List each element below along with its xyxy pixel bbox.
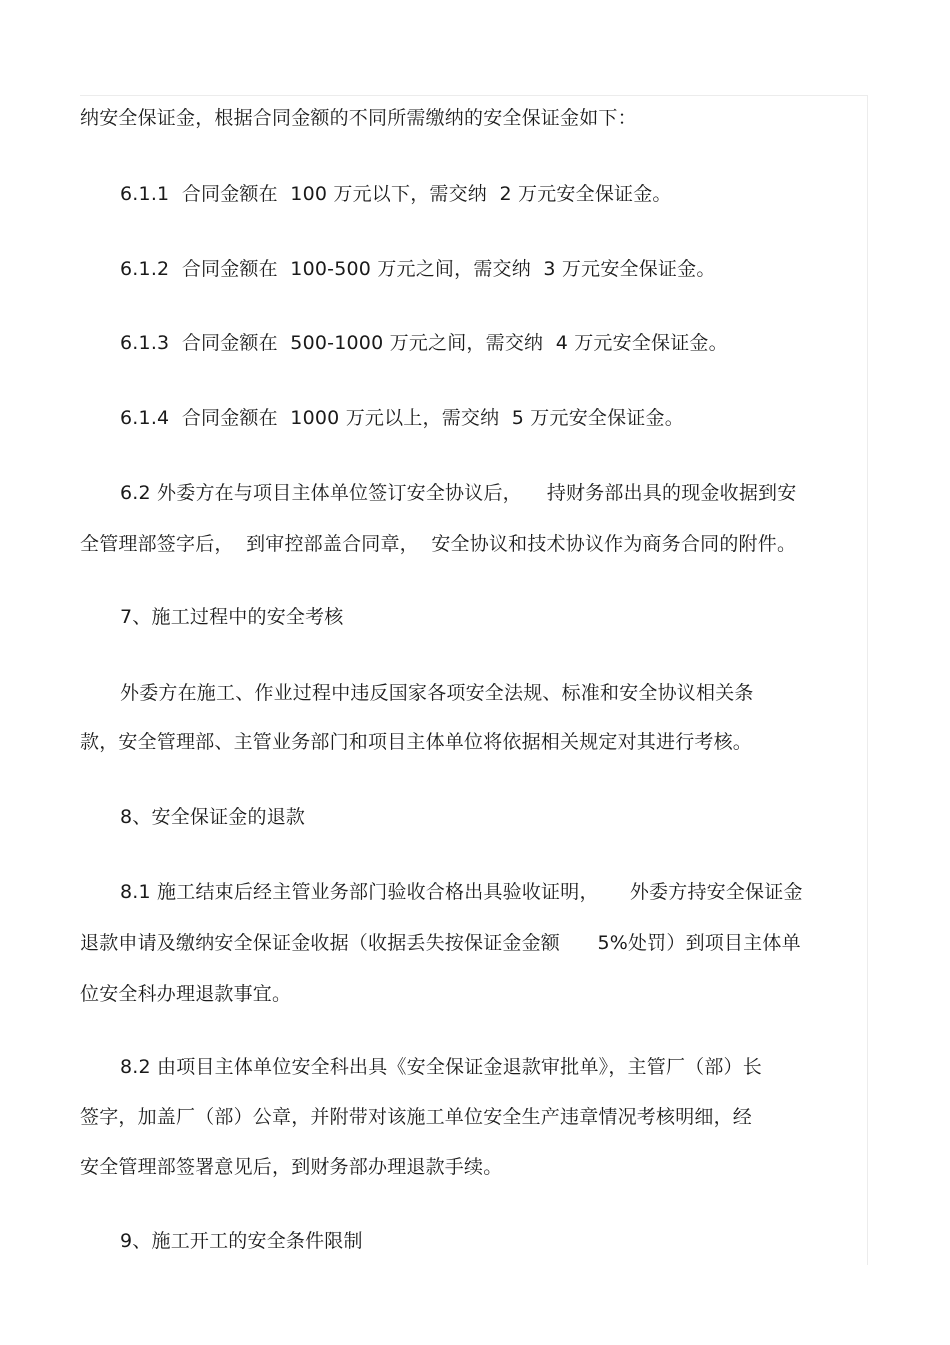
clause-8-2-line-2: 签字，加盖厂（部）公章，并附带对该施工单位安全生产违章情况考核明细，经: [80, 1106, 753, 1128]
clause-8-1-line-1: 8.1 施工结束后经主管业务部门验收合格出具验收证明， 外委方持安全保证金: [120, 881, 803, 903]
text-line: 纳安全保证金，根据合同金额的不同所需缴纳的安全保证金如下：: [80, 107, 637, 129]
clause-6-1-1: 6.1.1 合同金额在 100 万元以下，需交纳 2 万元安全保证金。: [120, 183, 672, 205]
clause-8-1-line-3: 位安全科办理退款事宜。: [80, 983, 292, 1005]
clause-6-2-line-2: 全管理部签字后， 到审控部盖合同章， 安全协议和技术协议作为商务合同的附件。: [80, 533, 797, 555]
section-7-text-line-1: 外委方在施工、作业过程中违反国家各项安全法规、标准和安全协议相关条: [120, 682, 754, 704]
section-7-text-line-2: 款，安全管理部、主管业务部门和项目主体单位将依据相关规定对其进行考核。: [80, 731, 753, 753]
section-9-heading: 9、施工开工的安全条件限制: [120, 1230, 363, 1252]
clause-6-1-2: 6.1.2 合同金额在 100-500 万元之间，需交纳 3 万元安全保证金。: [120, 258, 716, 280]
clause-6-1-3: 6.1.3 合同金额在 500-1000 万元之间，需交纳 4 万元安全保证金。: [120, 332, 728, 354]
clause-8-2-line-3: 安全管理部签署意见后，到财务部办理退款手续。: [80, 1156, 503, 1178]
clause-8-2-line-1: 8.2 由项目主体单位安全科出具《安全保证金退款审批单》，主管厂（部）长: [120, 1056, 762, 1078]
clause-8-1-line-2: 退款申请及缴纳安全保证金收据（收据丢失按保证金金额 5%处罚）到项目主体单: [80, 932, 801, 954]
clause-6-1-4: 6.1.4 合同金额在 1000 万元以上，需交纳 5 万元安全保证金。: [120, 407, 684, 429]
section-7-heading: 7、施工过程中的安全考核: [120, 606, 344, 628]
clause-6-2-line-1: 6.2 外委方在与项目主体单位签订安全协议后， 持财务部出具的现金收据到安: [120, 482, 797, 504]
section-8-heading: 8、安全保证金的退款: [120, 806, 306, 828]
